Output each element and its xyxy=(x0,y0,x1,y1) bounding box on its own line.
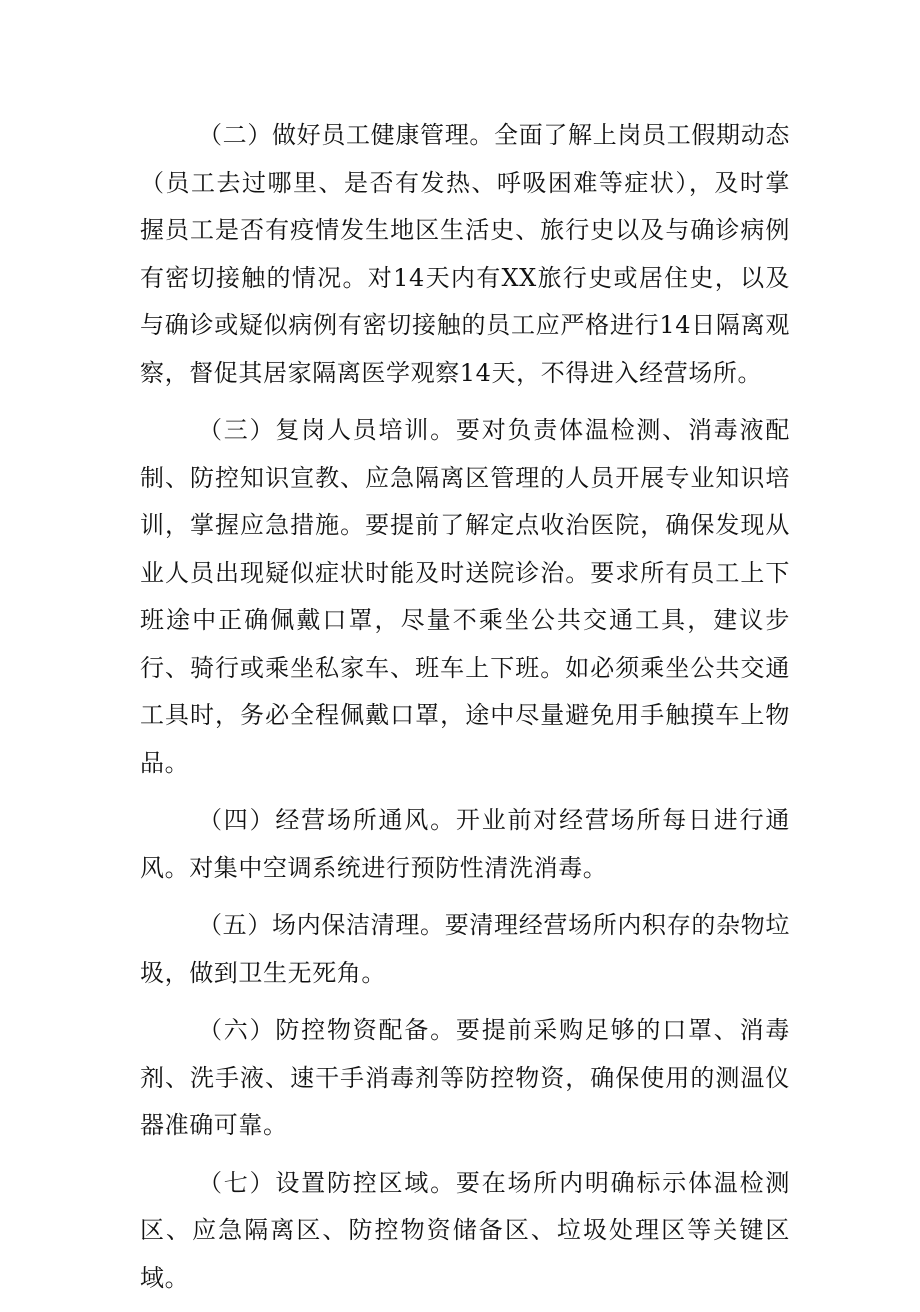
paragraph-cleaning: （五）场内保洁清理。要清理经营场所内积存的杂物垃圾，做到卫生无死角。 xyxy=(140,911,790,987)
paragraph-staff-training: （三）复岗人员培训。要对负责体温检测、消毒液配制、防控知识宣教、应急隔离区管理的人员开展专业知识培训，掌握应急措施。要提前了解定点收治医院，确保发现从业人员出现疑似症状时能及时送院诊治。要求所有员工上下班途中正确佩戴口罩，尽量不乘坐公共交通工具，建议步行、骑行或乘坐私家车、班车上下班。如必须乘坐公共交通工具时，务必全程佩戴口罩，途中尽量避免用手触摸车上物品。 xyxy=(140,416,790,777)
paragraph-zones: （七）设置防控区域。要在场所内明确标示体温检测区、应急隔离区、防控物资储备区、垃圾处理区等关键区域。 xyxy=(140,1168,790,1292)
document-body xyxy=(140,112,790,1312)
paragraph-health-management: （二）做好员工健康管理。全面了解上岗员工假期动态（员工去过哪里、是否有发热、呼吸困难等症状），及时掌握员工是否有疫情发生地区生活史、旅行史以及与确诊病例有密切接触的情况。对14天内有XX旅行史或居住史，以及与确诊或疑似病例有密切接触的员工应严格进行14日隔离观察，督促其居家隔离医学观察14天，不得进入经营场所。 xyxy=(140,121,790,387)
paragraph-ventilation: （四）经营场所通风。开业前对经营场所每日进行通风。对集中空调系统进行预防性清洗消毒。 xyxy=(140,806,790,882)
paragraph-supplies: （六）防控物资配备。要提前采购足够的口罩、消毒剂、洗手液、速干手消毒剂等防控物资，确保使用的测温仪器准确可靠。 xyxy=(140,1016,790,1139)
